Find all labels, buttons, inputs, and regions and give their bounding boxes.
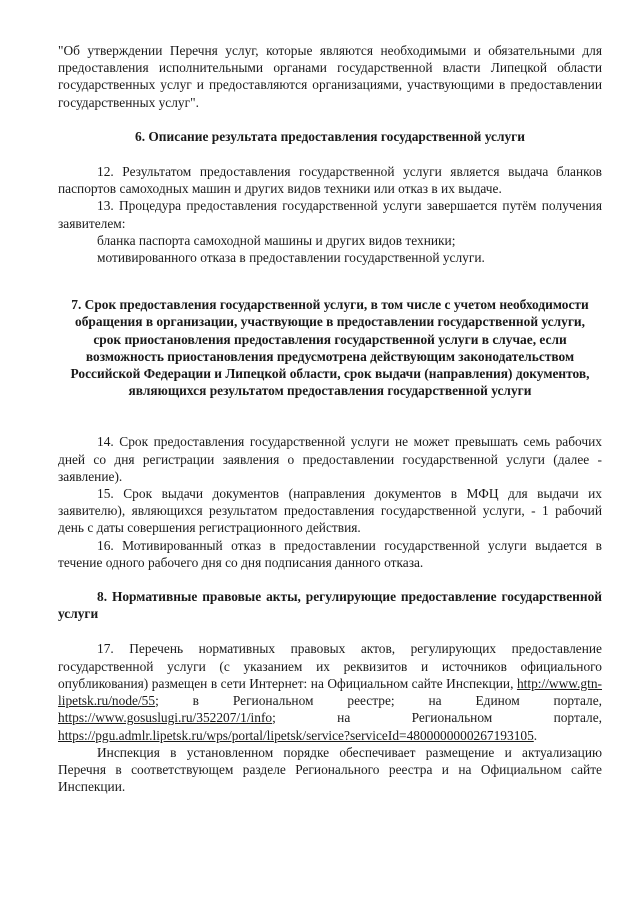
section-6-heading: 6. Описание результата предоставления государственной услуги [135,128,525,144]
list-item-refusal: мотивированного отказа в предоставлении государственной услуги. [97,250,485,266]
paragraph-14: 14. Срок предоставления государственной услуги не может превышать семь рабочих дней со дня регистрации заявления о предоставлении государственной услуги (далее - заявление). [58,434,602,484]
paragraph-13: 13. Процедура предоставления государственной услуги завершается путём получения заявителем: [58,198,602,231]
link-gosuslugi[interactable]: https://www.gosuslugi.ru/352207/1/info [58,710,273,726]
paragraph-12: 12. Результатом предоставления государственной услуги является выдача бланков паспортов самоходных машин и других видов техники или отказ в их выдаче. [58,164,602,197]
paragraph-17 [58,640,602,743]
link-inspection-site[interactable]: http://www.gtn-lipetsk.ru/node/55 [58,675,602,709]
section-7-heading: 7. Срок предоставления государственной услуги, в том числе с учетом необходимости обращения в организации, участвующие в предоставлении государственной услуги, срок приостановления предоставления государственной услуги в случае, если возможность приостановления предусмотрена действующим законодательством Российской Федерации и Липецкой области, срок выдачи (направления) документов, являющихся результатом предоставления государственной услуги [70,297,590,399]
paragraph-16: 16. Мотивированный отказ в предоставлении государственной услуги выдается в течение одного рабочего дня со дня подписания данного отказа. [58,537,602,570]
paragraph-17-text-mid2: ; на Региональном портале, [272,710,602,726]
paragraph-17-text-mid1: ; в Региональном реестре; на Едином портале, [155,693,602,709]
list-item-passport-blank: бланка паспорта самоходной машины и других видов техники; [97,232,456,248]
link-regional-portal[interactable]: https://pgu.admlr.lipetsk.ru/wps/portal/lipetsk/service?serviceId=4800000000267193105 [58,727,534,743]
paragraph-inspection-publishing: Инспекция в установленном порядке обеспечивает размещение и актуализацию Перечня в соответствующем разделе Регионального реестра и на Официальном сайте Инспекции. [58,744,602,795]
paragraph-17-text-start: 17. Перечень нормативных правовых актов, регулирующих предоставление государственной услуги (с указанием их реквизитов и источников официального опубликования) размещен в сети Интернет: на Официальном сайте Инспекции, [58,641,602,691]
section-8-heading: 8. Нормативные правовые акты, регулирующие предоставление государственной услуги [58,589,602,622]
paragraph-15: 15. Срок выдачи документов (направления документов в МФЦ для выдачи их заявителю), являющихся результатом предоставления государственной услуги, - 1 рабочий день с даты совершения регистрационного действия. [58,486,602,536]
intro-paragraph: "Об утверждении Перечня услуг, которые являются необходимыми и обязательными для предоставления исполнительными органами государственной власти Липецкой области государственных услуг и предоставляются организациями, участвующими в предоставлении государственных услуг". [58,43,602,110]
document-page [58,42,602,795]
paragraph-17-text-end: . [533,727,538,743]
